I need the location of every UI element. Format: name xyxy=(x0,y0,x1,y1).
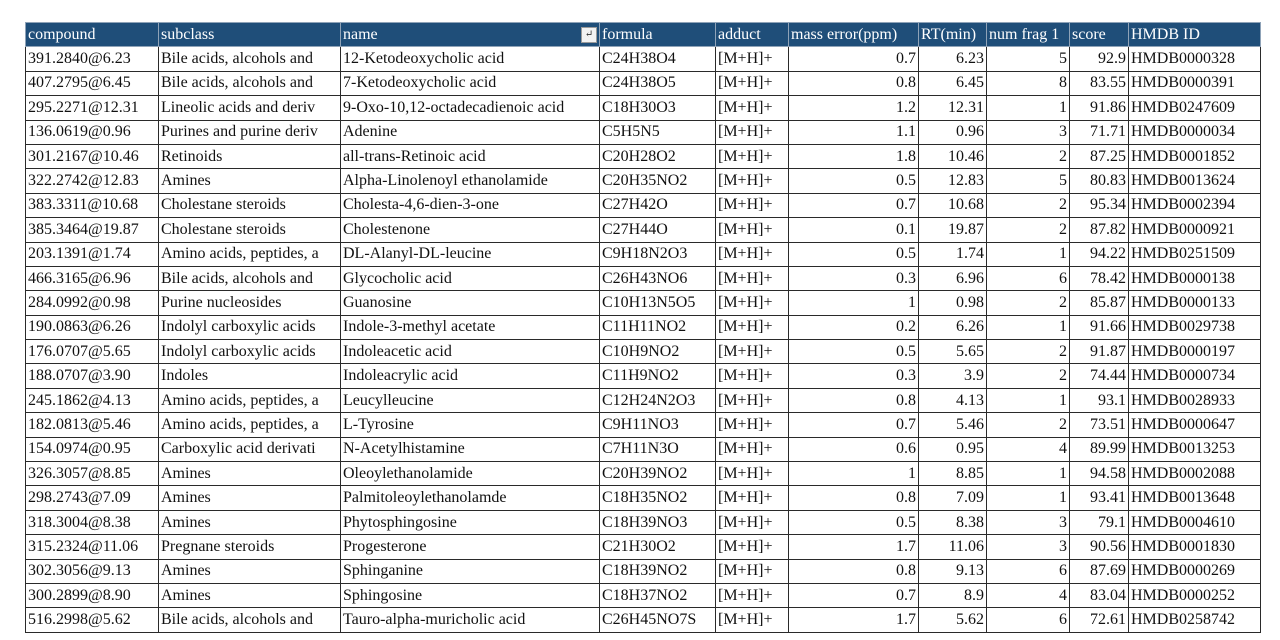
cell-score[interactable]: 87.25 xyxy=(1070,144,1129,168)
cell-mass-error[interactable]: 0.3 xyxy=(789,266,919,290)
cell-mass-error[interactable]: 0.7 xyxy=(789,47,919,71)
cell-compound[interactable]: 466.3165@6.96 xyxy=(26,266,159,290)
cell-subclass[interactable]: Amines xyxy=(159,510,341,534)
cell-score[interactable]: 72.61 xyxy=(1070,608,1129,632)
cell-subclass[interactable]: Pregnane steroids xyxy=(159,535,341,559)
compound-table xyxy=(25,22,1261,633)
cell-num-frag[interactable]: 2 xyxy=(987,291,1070,315)
cell-num-frag[interactable]: 3 xyxy=(987,510,1070,534)
cell-hmdb-id[interactable]: HMDB0000328 xyxy=(1129,47,1261,71)
cell-name[interactable]: Sphinganine xyxy=(341,559,600,583)
cell-adduct[interactable]: [M+H]+ xyxy=(716,242,789,266)
cell-compound[interactable]: 318.3004@8.38 xyxy=(26,510,159,534)
table-row xyxy=(26,193,1261,217)
cell-rt[interactable]: 1.74 xyxy=(919,242,987,266)
cell-num-frag[interactable]: 5 xyxy=(987,47,1070,71)
cell-score[interactable]: 83.04 xyxy=(1070,583,1129,607)
cell-num-frag[interactable]: 6 xyxy=(987,559,1070,583)
cell-name[interactable]: 12-Ketodeoxycholic acid xyxy=(341,47,600,71)
cell-subclass[interactable]: Bile acids, alcohols and xyxy=(159,266,341,290)
sort-filter-icon[interactable]: ↵ xyxy=(581,27,597,43)
cell-hmdb-id[interactable]: HMDB0000269 xyxy=(1129,559,1261,583)
table-row xyxy=(26,462,1261,486)
cell-compound[interactable]: 302.3056@9.13 xyxy=(26,559,159,583)
cell-name[interactable]: Phytosphingosine xyxy=(341,510,600,534)
cell-score[interactable]: 79.1 xyxy=(1070,510,1129,534)
cell-compound[interactable]: 284.0992@0.98 xyxy=(26,291,159,315)
cell-hmdb-id[interactable]: HMDB0000138 xyxy=(1129,266,1261,290)
cell-rt[interactable]: 8.9 xyxy=(919,583,987,607)
cell-hmdb-id[interactable]: HMDB0000252 xyxy=(1129,583,1261,607)
spreadsheet xyxy=(25,22,1260,633)
cell-score[interactable]: 85.87 xyxy=(1070,291,1129,315)
cell-formula[interactable]: C20H39NO2 xyxy=(600,462,716,486)
cell-formula[interactable]: C9H11NO3 xyxy=(600,413,716,437)
cell-hmdb-id[interactable]: HMDB0000647 xyxy=(1129,413,1261,437)
cell-adduct[interactable]: [M+H]+ xyxy=(716,96,789,120)
cell-num-frag[interactable]: 8 xyxy=(987,71,1070,95)
cell-mass-error[interactable]: 0.7 xyxy=(789,193,919,217)
cell-name[interactable]: Oleoylethanolamide xyxy=(341,462,600,486)
cell-score[interactable]: 93.1 xyxy=(1070,388,1129,412)
cell-score[interactable]: 78.42 xyxy=(1070,266,1129,290)
header-adduct[interactable]: adduct xyxy=(716,23,789,47)
cell-subclass[interactable]: Carboxylic acid derivati xyxy=(159,437,341,461)
cell-mass-error[interactable]: 0.8 xyxy=(789,486,919,510)
cell-compound[interactable]: 136.0619@0.96 xyxy=(26,120,159,144)
cell-adduct[interactable]: [M+H]+ xyxy=(716,462,789,486)
cell-mass-error[interactable]: 1.8 xyxy=(789,144,919,168)
cell-hmdb-id[interactable]: HMDB0028933 xyxy=(1129,388,1261,412)
header-num-frag[interactable]: num frag 1 xyxy=(987,23,1070,47)
cell-mass-error[interactable]: 0.8 xyxy=(789,388,919,412)
header-mass-error[interactable]: mass error(ppm) xyxy=(789,23,919,47)
cell-hmdb-id[interactable]: HMDB0001852 xyxy=(1129,144,1261,168)
cell-subclass[interactable]: Cholestane steroids xyxy=(159,193,341,217)
cell-hmdb-id[interactable]: HMDB0000391 xyxy=(1129,71,1261,95)
cell-subclass[interactable]: Amino acids, peptides, a xyxy=(159,413,341,437)
cell-name[interactable]: Indoleacrylic acid xyxy=(341,364,600,388)
table-row xyxy=(26,413,1261,437)
cell-hmdb-id[interactable]: HMDB0029738 xyxy=(1129,315,1261,339)
cell-formula[interactable]: C18H35NO2 xyxy=(600,486,716,510)
cell-name[interactable]: 9-Oxo-10,12-octadecadienoic acid xyxy=(341,96,600,120)
cell-mass-error[interactable]: 0.3 xyxy=(789,364,919,388)
cell-adduct[interactable]: [M+H]+ xyxy=(716,71,789,95)
cell-adduct[interactable]: [M+H]+ xyxy=(716,218,789,242)
cell-mass-error[interactable]: 0.6 xyxy=(789,437,919,461)
cell-adduct[interactable]: [M+H]+ xyxy=(716,144,789,168)
cell-subclass[interactable]: Amino acids, peptides, a xyxy=(159,242,341,266)
table-row xyxy=(26,559,1261,583)
cell-name[interactable]: Progesterone xyxy=(341,535,600,559)
header-hmdb-id[interactable]: HMDB ID xyxy=(1129,23,1261,47)
cell-hmdb-id[interactable]: HMDB0001830 xyxy=(1129,535,1261,559)
cell-num-frag[interactable]: 1 xyxy=(987,242,1070,266)
cell-hmdb-id[interactable]: HMDB0000034 xyxy=(1129,120,1261,144)
cell-compound[interactable]: 245.1862@4.13 xyxy=(26,388,159,412)
table-row xyxy=(26,47,1261,71)
table-row xyxy=(26,242,1261,266)
table-row xyxy=(26,364,1261,388)
cell-rt[interactable]: 7.09 xyxy=(919,486,987,510)
table-row xyxy=(26,291,1261,315)
cell-mass-error[interactable]: 1.2 xyxy=(789,96,919,120)
header-score[interactable]: score xyxy=(1070,23,1129,47)
cell-compound[interactable]: 188.0707@3.90 xyxy=(26,364,159,388)
cell-num-frag[interactable]: 3 xyxy=(987,535,1070,559)
cell-hmdb-id[interactable]: HMDB0000197 xyxy=(1129,340,1261,364)
cell-mass-error[interactable]: 1.1 xyxy=(789,120,919,144)
cell-mass-error[interactable]: 0.7 xyxy=(789,413,919,437)
table-row xyxy=(26,266,1261,290)
header-compound[interactable]: compound xyxy=(26,23,159,47)
cell-adduct[interactable]: [M+H]+ xyxy=(716,486,789,510)
cell-mass-error[interactable]: 0.7 xyxy=(789,583,919,607)
cell-rt[interactable]: 5.46 xyxy=(919,413,987,437)
cell-rt[interactable]: 4.13 xyxy=(919,388,987,412)
cell-num-frag[interactable]: 3 xyxy=(987,120,1070,144)
cell-formula[interactable]: C11H11NO2 xyxy=(600,315,716,339)
cell-rt[interactable]: 11.06 xyxy=(919,535,987,559)
cell-compound[interactable]: 385.3464@19.87 xyxy=(26,218,159,242)
cell-score[interactable]: 92.9 xyxy=(1070,47,1129,71)
cell-mass-error[interactable]: 1 xyxy=(789,291,919,315)
table-row xyxy=(26,120,1261,144)
cell-rt[interactable]: 12.83 xyxy=(919,169,987,193)
table-row xyxy=(26,218,1261,242)
cell-adduct[interactable]: [M+H]+ xyxy=(716,169,789,193)
cell-formula[interactable]: C18H39NO2 xyxy=(600,559,716,583)
table-row xyxy=(26,388,1261,412)
table-row xyxy=(26,71,1261,95)
cell-adduct[interactable]: [M+H]+ xyxy=(716,340,789,364)
cell-formula[interactable]: C18H30O3 xyxy=(600,96,716,120)
cell-num-frag[interactable]: 2 xyxy=(987,218,1070,242)
cell-compound[interactable]: 315.2324@11.06 xyxy=(26,535,159,559)
table-row xyxy=(26,510,1261,534)
cell-mass-error[interactable]: 0.8 xyxy=(789,559,919,583)
cell-num-frag[interactable]: 2 xyxy=(987,193,1070,217)
cell-name[interactable]: all-trans-Retinoic acid xyxy=(341,144,600,168)
cell-formula[interactable]: C10H13N5O5 xyxy=(600,291,716,315)
cell-formula[interactable]: C11H9NO2 xyxy=(600,364,716,388)
cell-compound[interactable]: 154.0974@0.95 xyxy=(26,437,159,461)
cell-hmdb-id[interactable]: HMDB0004610 xyxy=(1129,510,1261,534)
cell-score[interactable]: 91.87 xyxy=(1070,340,1129,364)
header-name[interactable]: name ↵ xyxy=(341,23,600,47)
cell-rt[interactable]: 12.31 xyxy=(919,96,987,120)
cell-name[interactable]: Leucylleucine xyxy=(341,388,600,412)
cell-score[interactable]: 89.99 xyxy=(1070,437,1129,461)
cell-num-frag[interactable]: 5 xyxy=(987,169,1070,193)
cell-hmdb-id[interactable]: HMDB0013624 xyxy=(1129,169,1261,193)
cell-compound[interactable]: 190.0863@6.26 xyxy=(26,315,159,339)
cell-formula[interactable]: C26H45NO7S xyxy=(600,608,716,632)
cell-mass-error[interactable]: 0.8 xyxy=(789,71,919,95)
cell-num-frag[interactable]: 1 xyxy=(987,486,1070,510)
cell-compound[interactable]: 407.2795@6.45 xyxy=(26,71,159,95)
table-row xyxy=(26,486,1261,510)
cell-name[interactable]: Indoleacetic acid xyxy=(341,340,600,364)
cell-compound[interactable]: 301.2167@10.46 xyxy=(26,144,159,168)
cell-score[interactable]: 87.69 xyxy=(1070,559,1129,583)
cell-score[interactable]: 94.58 xyxy=(1070,462,1129,486)
cell-hmdb-id[interactable]: HMDB0247609 xyxy=(1129,96,1261,120)
cell-name[interactable]: N-Acetylhistamine xyxy=(341,437,600,461)
cell-mass-error[interactable]: 0.1 xyxy=(789,218,919,242)
cell-compound[interactable]: 203.1391@1.74 xyxy=(26,242,159,266)
cell-name[interactable]: Cholestenone xyxy=(341,218,600,242)
cell-num-frag[interactable]: 2 xyxy=(987,144,1070,168)
cell-adduct[interactable]: [M+H]+ xyxy=(716,291,789,315)
cell-num-frag[interactable]: 1 xyxy=(987,462,1070,486)
cell-num-frag[interactable]: 2 xyxy=(987,340,1070,364)
cell-compound[interactable]: 383.3311@10.68 xyxy=(26,193,159,217)
cell-formula[interactable]: C27H42O xyxy=(600,193,716,217)
cell-adduct[interactable]: [M+H]+ xyxy=(716,47,789,71)
cell-subclass[interactable]: Amino acids, peptides, a xyxy=(159,388,341,412)
table-row xyxy=(26,96,1261,120)
cell-formula[interactable]: C18H39NO3 xyxy=(600,510,716,534)
cell-adduct[interactable]: [M+H]+ xyxy=(716,535,789,559)
header-formula[interactable]: formula xyxy=(600,23,716,47)
cell-hmdb-id[interactable]: HMDB0000133 xyxy=(1129,291,1261,315)
cell-hmdb-id[interactable]: HMDB0000921 xyxy=(1129,218,1261,242)
cell-subclass[interactable]: Cholestane steroids xyxy=(159,218,341,242)
cell-compound[interactable]: 391.2840@6.23 xyxy=(26,47,159,71)
cell-score[interactable]: 83.55 xyxy=(1070,71,1129,95)
cell-name[interactable]: Cholesta-4,6-dien-3-one xyxy=(341,193,600,217)
cell-rt[interactable]: 5.65 xyxy=(919,340,987,364)
cell-adduct[interactable]: [M+H]+ xyxy=(716,437,789,461)
cell-compound[interactable]: 176.0707@5.65 xyxy=(26,340,159,364)
cell-score[interactable]: 87.82 xyxy=(1070,218,1129,242)
cell-formula[interactable]: C26H43NO6 xyxy=(600,266,716,290)
cell-num-frag[interactable]: 4 xyxy=(987,583,1070,607)
cell-mass-error[interactable]: 1.7 xyxy=(789,608,919,632)
cell-num-frag[interactable]: 6 xyxy=(987,608,1070,632)
cell-name[interactable]: L-Tyrosine xyxy=(341,413,600,437)
cell-rt[interactable]: 6.23 xyxy=(919,47,987,71)
cell-score[interactable]: 94.22 xyxy=(1070,242,1129,266)
cell-adduct[interactable]: [M+H]+ xyxy=(716,266,789,290)
cell-formula[interactable]: C24H38O5 xyxy=(600,71,716,95)
cell-hmdb-id[interactable]: HMDB0000734 xyxy=(1129,364,1261,388)
cell-mass-error[interactable]: 0.5 xyxy=(789,340,919,364)
cell-formula[interactable]: C12H24N2O3 xyxy=(600,388,716,412)
cell-subclass[interactable]: Indolyl carboxylic acids xyxy=(159,340,341,364)
cell-rt[interactable]: 0.98 xyxy=(919,291,987,315)
cell-mass-error[interactable]: 1.7 xyxy=(789,535,919,559)
cell-subclass[interactable]: Bile acids, alcohols and xyxy=(159,608,341,632)
cell-name[interactable]: Indole-3-methyl acetate xyxy=(341,315,600,339)
cell-adduct[interactable]: [M+H]+ xyxy=(716,510,789,534)
cell-score[interactable]: 74.44 xyxy=(1070,364,1129,388)
cell-subclass[interactable]: Bile acids, alcohols and xyxy=(159,71,341,95)
cell-hmdb-id[interactable]: HMDB0002088 xyxy=(1129,462,1261,486)
cell-formula[interactable]: C9H18N2O3 xyxy=(600,242,716,266)
cell-name[interactable]: Tauro-alpha-muricholic acid xyxy=(341,608,600,632)
cell-subclass[interactable]: Amines xyxy=(159,559,341,583)
cell-formula[interactable]: C20H35NO2 xyxy=(600,169,716,193)
cell-adduct[interactable]: [M+H]+ xyxy=(716,608,789,632)
cell-formula[interactable]: C18H37NO2 xyxy=(600,583,716,607)
cell-rt[interactable]: 3.9 xyxy=(919,364,987,388)
table-row xyxy=(26,169,1261,193)
cell-subclass[interactable]: Indoles xyxy=(159,364,341,388)
cell-name[interactable]: 7-Ketodeoxycholic acid xyxy=(341,71,600,95)
cell-formula[interactable]: C20H28O2 xyxy=(600,144,716,168)
cell-num-frag[interactable]: 6 xyxy=(987,266,1070,290)
cell-score[interactable]: 80.83 xyxy=(1070,169,1129,193)
cell-score[interactable]: 91.86 xyxy=(1070,96,1129,120)
cell-formula[interactable]: C10H9NO2 xyxy=(600,340,716,364)
cell-name[interactable]: Adenine xyxy=(341,120,600,144)
cell-mass-error[interactable]: 0.5 xyxy=(789,510,919,534)
cell-score[interactable]: 95.34 xyxy=(1070,193,1129,217)
cell-hmdb-id[interactable]: HMDB0002394 xyxy=(1129,193,1261,217)
cell-name[interactable]: Guanosine xyxy=(341,291,600,315)
cell-hmdb-id[interactable]: HMDB0251509 xyxy=(1129,242,1261,266)
table-row xyxy=(26,535,1261,559)
table-row xyxy=(26,340,1261,364)
cell-mass-error[interactable]: 0.2 xyxy=(789,315,919,339)
cell-compound[interactable]: 326.3057@8.85 xyxy=(26,462,159,486)
cell-compound[interactable]: 295.2271@12.31 xyxy=(26,96,159,120)
cell-hmdb-id[interactable]: HMDB0013253 xyxy=(1129,437,1261,461)
cell-name[interactable]: Alpha-Linolenoyl ethanolamide xyxy=(341,169,600,193)
cell-formula[interactable]: C21H30O2 xyxy=(600,535,716,559)
cell-rt[interactable]: 10.46 xyxy=(919,144,987,168)
cell-rt[interactable]: 19.87 xyxy=(919,218,987,242)
cell-compound[interactable]: 322.2742@12.83 xyxy=(26,169,159,193)
cell-compound[interactable]: 298.2743@7.09 xyxy=(26,486,159,510)
cell-subclass[interactable]: Indolyl carboxylic acids xyxy=(159,315,341,339)
cell-score[interactable]: 73.51 xyxy=(1070,413,1129,437)
cell-name[interactable]: DL-Alanyl-DL-leucine xyxy=(341,242,600,266)
cell-rt[interactable]: 5.62 xyxy=(919,608,987,632)
cell-name[interactable]: Sphingosine xyxy=(341,583,600,607)
cell-subclass[interactable]: Amines xyxy=(159,169,341,193)
cell-rt[interactable]: 8.38 xyxy=(919,510,987,534)
cell-rt[interactable]: 8.85 xyxy=(919,462,987,486)
cell-score[interactable]: 71.71 xyxy=(1070,120,1129,144)
cell-num-frag[interactable]: 1 xyxy=(987,388,1070,412)
cell-adduct[interactable]: [M+H]+ xyxy=(716,193,789,217)
table-row xyxy=(26,144,1261,168)
cell-adduct[interactable]: [M+H]+ xyxy=(716,388,789,412)
cell-rt[interactable]: 6.45 xyxy=(919,71,987,95)
cell-score[interactable]: 93.41 xyxy=(1070,486,1129,510)
cell-compound[interactable]: 182.0813@5.46 xyxy=(26,413,159,437)
cell-num-frag[interactable]: 2 xyxy=(987,413,1070,437)
cell-score[interactable]: 90.56 xyxy=(1070,535,1129,559)
cell-mass-error[interactable]: 0.5 xyxy=(789,169,919,193)
header-subclass[interactable]: subclass xyxy=(159,23,341,47)
cell-rt[interactable]: 10.68 xyxy=(919,193,987,217)
cell-adduct[interactable]: [M+H]+ xyxy=(716,315,789,339)
cell-num-frag[interactable]: 1 xyxy=(987,315,1070,339)
cell-hmdb-id[interactable]: HMDB0258742 xyxy=(1129,608,1261,632)
cell-subclass[interactable]: Amines xyxy=(159,462,341,486)
cell-mass-error[interactable]: 0.5 xyxy=(789,242,919,266)
cell-compound[interactable]: 516.2998@5.62 xyxy=(26,608,159,632)
cell-num-frag[interactable]: 4 xyxy=(987,437,1070,461)
cell-adduct[interactable]: [M+H]+ xyxy=(716,413,789,437)
cell-rt[interactable]: 0.95 xyxy=(919,437,987,461)
cell-hmdb-id[interactable]: HMDB0013648 xyxy=(1129,486,1261,510)
header-rt[interactable]: RT(min) xyxy=(919,23,987,47)
cell-subclass[interactable]: Retinoids xyxy=(159,144,341,168)
cell-rt[interactable]: 9.13 xyxy=(919,559,987,583)
cell-rt[interactable]: 6.96 xyxy=(919,266,987,290)
cell-compound[interactable]: 300.2899@8.90 xyxy=(26,583,159,607)
cell-subclass[interactable]: Bile acids, alcohols and xyxy=(159,47,341,71)
cell-formula[interactable]: C24H38O4 xyxy=(600,47,716,71)
cell-subclass[interactable]: Lineolic acids and deriv xyxy=(159,96,341,120)
cell-name[interactable]: Palmitoleoylethanolamde xyxy=(341,486,600,510)
cell-score[interactable]: 91.66 xyxy=(1070,315,1129,339)
cell-num-frag[interactable]: 1 xyxy=(987,96,1070,120)
table-row xyxy=(26,608,1261,632)
header-row xyxy=(26,23,1261,47)
cell-name[interactable]: Glycocholic acid xyxy=(341,266,600,290)
cell-formula[interactable]: C27H44O xyxy=(600,218,716,242)
cell-subclass[interactable]: Amines xyxy=(159,486,341,510)
cell-adduct[interactable]: [M+H]+ xyxy=(716,120,789,144)
table-row xyxy=(26,437,1261,461)
table-body xyxy=(26,47,1261,632)
cell-adduct[interactable]: [M+H]+ xyxy=(716,364,789,388)
cell-rt[interactable]: 6.26 xyxy=(919,315,987,339)
cell-subclass[interactable]: Amines xyxy=(159,583,341,607)
cell-num-frag[interactable]: 2 xyxy=(987,364,1070,388)
table-row xyxy=(26,583,1261,607)
cell-adduct[interactable]: [M+H]+ xyxy=(716,559,789,583)
cell-subclass[interactable]: Purines and purine deriv xyxy=(159,120,341,144)
cell-formula[interactable]: C7H11N3O xyxy=(600,437,716,461)
cell-adduct[interactable]: [M+H]+ xyxy=(716,583,789,607)
cell-formula[interactable]: C5H5N5 xyxy=(600,120,716,144)
cell-subclass[interactable]: Purine nucleosides xyxy=(159,291,341,315)
cell-rt[interactable]: 0.96 xyxy=(919,120,987,144)
table-row xyxy=(26,315,1261,339)
cell-mass-error[interactable]: 1 xyxy=(789,462,919,486)
